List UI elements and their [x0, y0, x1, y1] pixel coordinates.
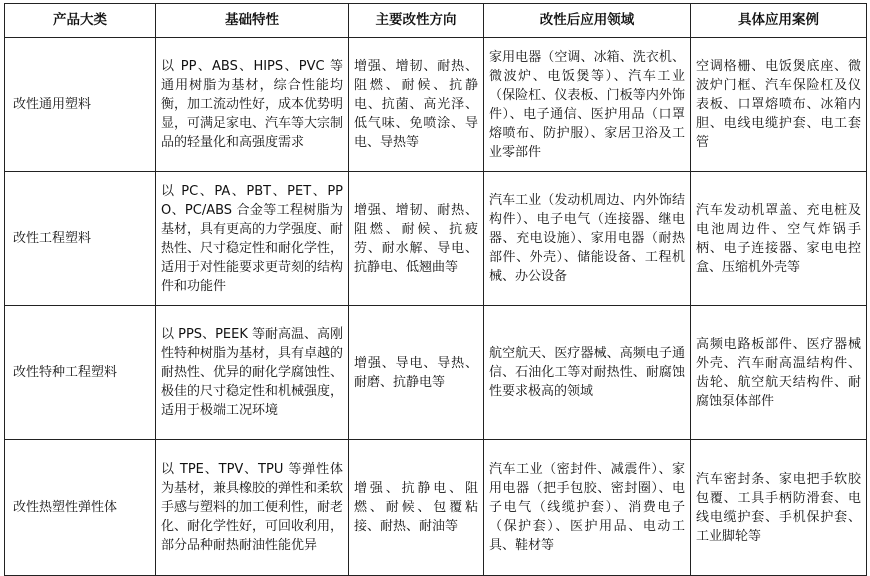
basic-properties-cell: 以 PC、PA、PBT、PET、PPO、PC/ABS 合金等工程树脂为基材，具有更高的力学强度、耐热性、尺寸稳定性和耐化学性，适用于对性能要求更苛刻的结构件和功能件	[156, 172, 349, 306]
table-header	[5, 4, 867, 38]
product-category-cell: 改性通用塑料	[5, 38, 156, 172]
modification-direction-cell: 增强、导电、导热、耐磨、抗静电等	[349, 306, 484, 440]
modification-direction-cell: 增强、增韧、耐热、阻燃、耐候、抗疲劳、耐水解、导电、抗静电、低翘曲等	[349, 172, 484, 306]
table-row	[5, 306, 867, 440]
application-fields-cell: 航空航天、医疗器械、高频电子通信、石油化工等对耐热性、耐腐蚀性要求极高的领域	[484, 306, 691, 440]
product-category-table	[4, 3, 867, 576]
column-header-application-cases: 具体应用案例	[691, 4, 867, 38]
column-header-basic-properties: 基础特性	[156, 4, 349, 38]
modification-direction-cell: 增强、增韧、耐热、阻燃、耐候、抗静电、抗菌、高光泽、低气味、免喷涂、导电、导热等	[349, 38, 484, 172]
basic-properties-cell: 以 TPE、TPV、TPU 等弹性体为基材，兼具橡胶的弹性和柔软手感与塑料的加工便利性，耐老化、耐化学性好，可回收利用，部分品种耐热耐油性能优异	[156, 440, 349, 576]
product-category-cell: 改性热塑性弹性体	[5, 440, 156, 576]
table-row	[5, 38, 867, 172]
application-fields-cell: 汽车工业（发动机周边、内外饰结构件）、电子电气（连接器、继电器、充电设施）、家用电器（耐热部件、外壳）、储能设备、工程机械、办公设备	[484, 172, 691, 306]
column-header-product-category: 产品大类	[5, 4, 156, 38]
application-cases-cell: 汽车发动机罩盖、充电桩及电池周边件、空气炸锅手柄、电子连接器、家电电控盒、压缩机外壳等	[691, 172, 867, 306]
product-category-cell: 改性特种工程塑料	[5, 306, 156, 440]
product-category-cell: 改性工程塑料	[5, 172, 156, 306]
modification-direction-cell: 增强、抗静电、阻燃、耐候、包覆粘接、耐热、耐油等	[349, 440, 484, 576]
table-body	[5, 38, 867, 576]
application-cases-cell: 空调格栅、电饭煲底座、微波炉门框、汽车保险杠及仪表板、口罩熔喷布、冰箱内胆、电线电缆护套、电工套管	[691, 38, 867, 172]
basic-properties-cell: 以 PPS、PEEK 等耐高温、高刚性特种树脂为基材，具有卓越的耐热性、优异的耐化学腐蚀性、极佳的尺寸稳定性和机械强度，适用于极端工况环境	[156, 306, 349, 440]
table-row	[5, 440, 867, 576]
basic-properties-cell: 以 PP、ABS、HIPS、PVC 等通用树脂为基材，综合性能均衡，加工流动性好，成本优势明显，可满足家电、汽车等大宗制品的轻量化和高强度需求	[156, 38, 349, 172]
header-row	[5, 4, 867, 38]
application-cases-cell: 高频电路板部件、医疗器械外壳、汽车耐高温结构件、齿轮、航空航天结构件、耐腐蚀泵体部件	[691, 306, 867, 440]
application-cases-cell: 汽车密封条、家电把手软胶包覆、工具手柄防滑套、电线电缆护套、手机保护套、工业脚轮等	[691, 440, 867, 576]
application-fields-cell: 家用电器（空调、冰箱、洗衣机、微波炉、电饭煲等）、汽车工业（保险杠、仪表板、门板等内外饰件）、电子通信、医护用品（口罩熔喷布、防护服）、家居卫浴及工业零部件	[484, 38, 691, 172]
application-fields-cell: 汽车工业（密封件、减震件）、家用电器（把手包胶、密封圈）、电子电气（线缆护套）、消费电子（保护套）、医护用品、电动工具、鞋材等	[484, 440, 691, 576]
column-header-modification-direction: 主要改性方向	[349, 4, 484, 38]
table-row	[5, 172, 867, 306]
column-header-application-fields: 改性后应用领域	[484, 4, 691, 38]
